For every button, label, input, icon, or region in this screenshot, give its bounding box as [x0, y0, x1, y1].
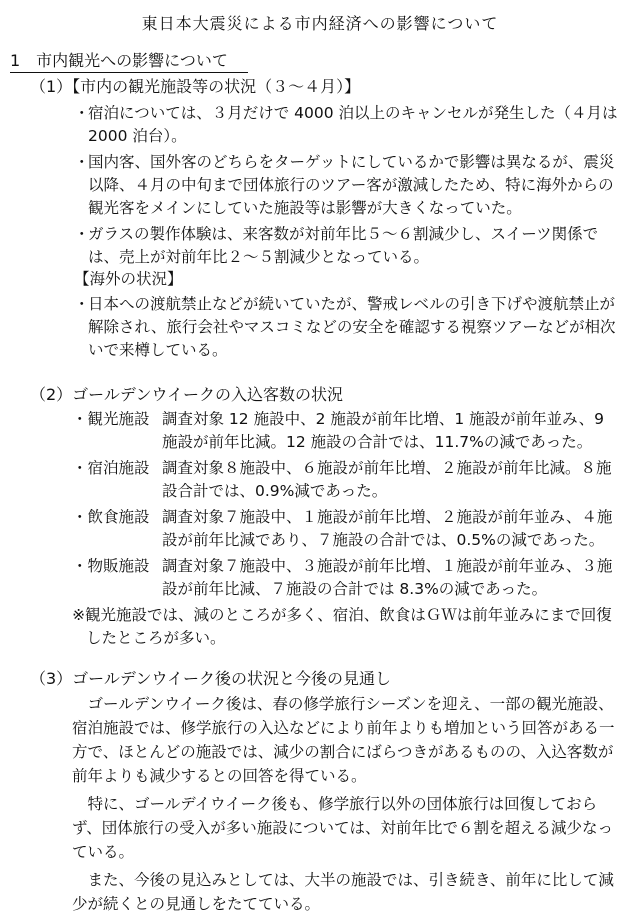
- table-row: [72, 408, 620, 454]
- subsection-1: [30, 76, 620, 98]
- facility-text: 調査対象 12 施設中、2 施設が前年比増、1 施設が前年並み、9 施設が前年比減。12 施設の合計では、11.7%の減であった。: [162, 410, 604, 451]
- gw-note: ※観光施設では、減のところが多く、宿泊、飲食はＧＷは前年並みにまで回復したところが多い。: [72, 606, 612, 647]
- facility-name: ・宿泊施設: [72, 459, 150, 477]
- list-item: ・ ガラスの製作体験は、来客数が対前年比５～６割減少し、スイーツ関係では、売上が対前年比２～５割減少となっている。: [74, 225, 599, 266]
- subsection-1-heading: （1）【市内の観光施設等の状況（３～４月）】: [30, 77, 361, 96]
- list-item: ・ 国内客、国外客のどちらをターゲットにしているかで影響は異なるが、震災以降、４月の中旬まで団体旅行のツアー客が激減したため、特に海外からの観光客をメインにしていた施設等は影響が大きくなっていた。: [74, 153, 615, 217]
- facility-text: 調査対象７施設中、３施設が前年比増、１施設が前年並み、３施設が前年比減、７施設の合計では 8.3%の減であった。: [162, 557, 613, 598]
- subsection-2-heading: （2）ゴールデンウイークの入込客数の状況: [30, 385, 344, 404]
- subsection-2: [30, 384, 620, 406]
- subsection-3-heading: （3）ゴールデンウイーク後の状況と今後の見通し: [30, 669, 392, 688]
- document-title: 東日本大震災による市内経済への影響について: [141, 14, 499, 33]
- section-1-heading: 1 市内観光への影響について: [10, 50, 248, 73]
- facility-table: [72, 408, 620, 601]
- table-row: [72, 503, 620, 552]
- facility-list: [72, 408, 620, 650]
- table-row: [72, 454, 620, 503]
- overseas-heading: 【海外の状況】: [74, 270, 183, 288]
- facility-name: ・観光施設: [72, 410, 150, 428]
- table-row: [72, 552, 620, 601]
- subsection-3: [30, 668, 620, 690]
- subsection-3-body: [72, 692, 620, 916]
- list-item: ・ 日本への渡航禁止などが続いていたが、警戒レベルの引き下げや渡航禁止が解除され、旅行会社やマスコミなどの安全を確認する視察ツアーなどが相次いで来樽している。: [74, 295, 616, 359]
- facility-name: ・飲食施設: [72, 508, 150, 526]
- facility-text: 調査対象８施設中、６施設が前年比増、２施設が前年比減。８施設合計では、0.9%減であった。: [162, 459, 612, 500]
- list-item: ・ 宿泊については、３月だけで 4000 泊以上のキャンセルが発生した（４月は 2000 泊台）。: [74, 104, 618, 145]
- paragraph: 特に、ゴールデイウイーク後も、修学旅行以外の団体旅行は回復しておらず、団体旅行の受入が多い施設については、対前年比で６割を超える減少なっている。: [72, 795, 613, 861]
- subsection-1-bullets: [74, 102, 620, 269]
- paragraph: ゴールデンウイーク後は、春の修学旅行シーズンを迎え、一部の観光施設、宿泊施設では、修学旅行の入込などにより前年よりも増加という回答がある一方で、ほとんどの施設では、減少の割合にばらつきがあるものの、入込客数が前年よりも減少するとの回答を得ている。: [72, 695, 615, 785]
- paragraph: また、今後の見込みとしては、大半の施設では、引き続き、前年に比して減少が続くとの見通しをたてている。: [72, 871, 614, 913]
- facility-name: ・物販施設: [72, 557, 150, 575]
- overseas-block: [74, 268, 620, 362]
- facility-text: 調査対象７施設中、１施設が前年比増、２施設が前年並み、４施設が前年比減であり、７施設の合計では、0.5%の減であった。: [162, 508, 613, 549]
